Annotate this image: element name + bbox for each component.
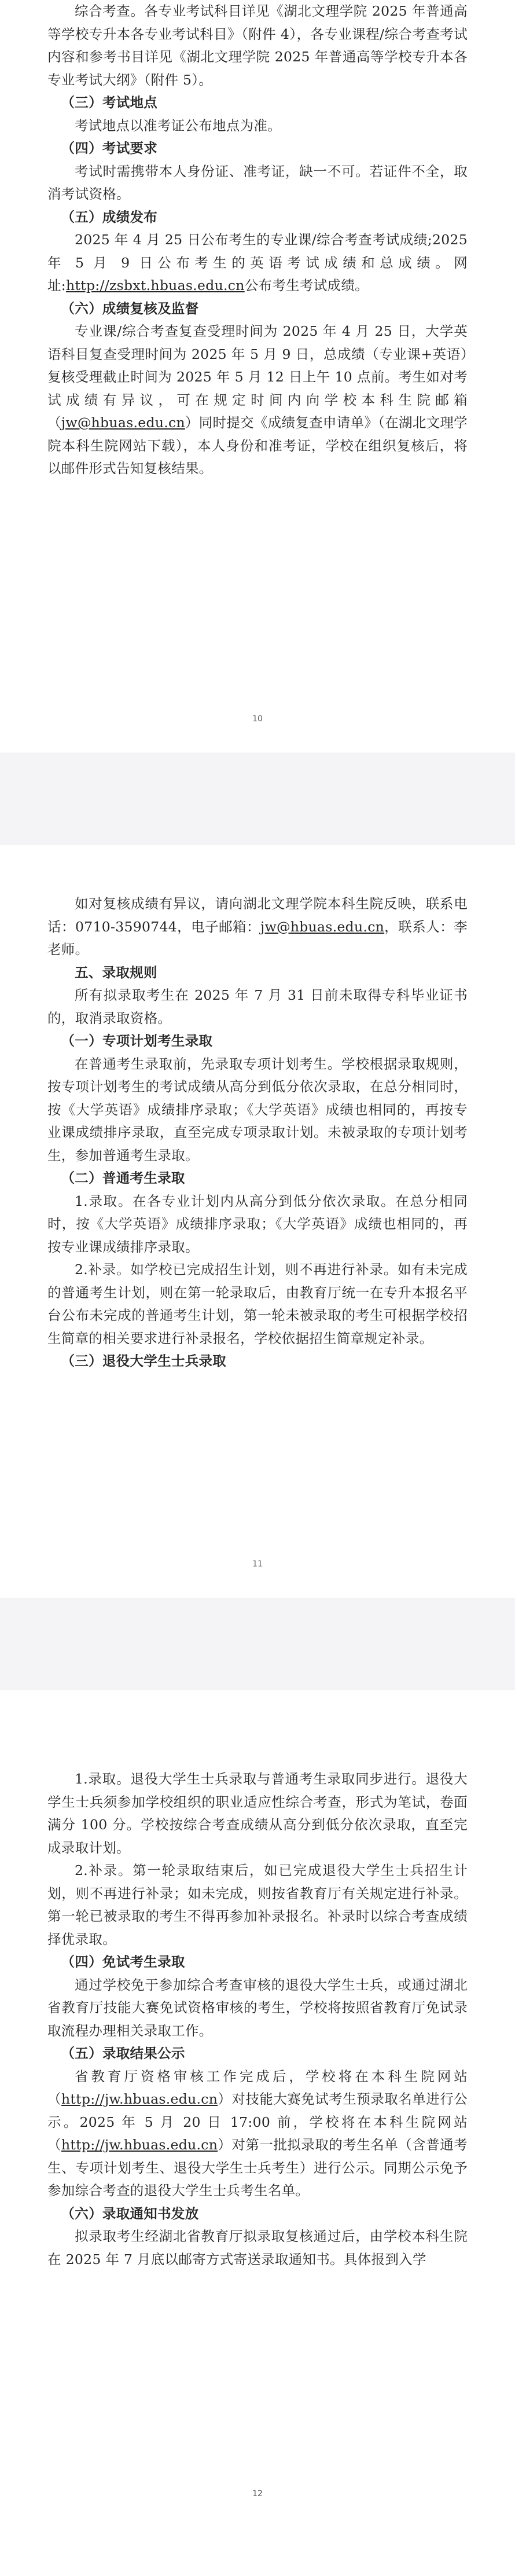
paragraph-contact (47, 893, 468, 962)
paragraph-veteran-admission-2: 2.补录。第一轮录取结束后，如已完成退役大学生士兵招生计划，则不再进行补录；如未完成，则按省教育厅有关规定进行补录。第一轮已被录取的考生不得再参加补录报名。补录时以综合考查成绩择优录取。 (47, 1862, 468, 1947)
paragraph-results-release (47, 229, 468, 298)
heading-result-publicity: （五）录取结果公示 (61, 2045, 185, 2061)
contact-text-a: 如对复核成绩有异议，请向湖北文理学院本科生院反映，联系电话：0710-3590744，电子邮箱： (47, 896, 468, 935)
paragraph-result-publicity (47, 2065, 468, 2203)
publicity-text-c: ）对第一批拟录取的考生名单（含普通考生、专项计划考生、退役大学生士兵考生）进行公示。同期公示免予参加综合考查的退役大学生士兵考生名单。 (47, 2137, 468, 2199)
paragraph-admission-rules: 所有拟录取考生在 2025 年 7 月 31 日前未取得专科毕业证书的，取消录取资格。 (47, 987, 468, 1026)
paragraph-exam-location: 考试地点以准考证公布地点为准。 (75, 117, 281, 134)
heading-score-review: （六）成绩复核及监督 (61, 300, 199, 317)
heading-admission-rules: 五、录取规则 (75, 964, 157, 981)
paragraph-exempt-admission: 通过学校免于参加综合考查审核的退役大学生士兵，或通过湖北省教育厅技能大赛免试资格审核的考生，学校将按照省教育厅免试录取流程办理相关录取工作。 (47, 1976, 468, 2039)
publicity-url-link-1[interactable]: http://jw.hbuas.edu.cn (61, 2091, 218, 2107)
paragraph-special-plan: 在普通考生录取前，先录取专项计划考生。学校根据录取规则，按专项计划考生的考试成绩从高分到低分依次录取，在总分相同时，按《大学英语》成绩排序录取；《大学英语》成绩也相同的，再按专业课成绩排序录取，直至完成专项录取计划。未被录取的专项计划考生，参加普通考生录取。 (47, 1055, 468, 1164)
score-review-text-a: 专业课/综合考查复查受理时间为 2025 年 4 月 25 日，大学英语科目复查受理时间为 2025 年 5 月 9 日，总成绩（专业课+英语）复核受理截止时间为 2025 年 5 月 12 日上午 10 点前。考生如对考试成绩有异议，可在规定时间内向学校本科生院邮箱（ (47, 323, 468, 431)
paragraph-exam-requirements: 考试时需携带本人身份证、准考证，缺一不可。若证件不全，取消考试资格。 (47, 163, 468, 202)
score-review-text-b: ）同时提交《成绩复查申请单》（在湖北文理学院本科生院网站下载），本人身份和准考证，学校在组织复核后，将以邮件形式告知复核结果。 (47, 414, 468, 476)
contact-email-link[interactable]: jw@hbuas.edu.cn (260, 918, 385, 935)
heading-regular-admission: （二）普通考生录取 (61, 1170, 185, 1186)
paragraph-regular-admission-1: 1.录取。在各专业计划内从高分到低分依次录取。在总分相同时，按《大学英语》成绩排序录取；《大学英语》成绩也相同的，再按专业课成绩排序录取。 (47, 1192, 468, 1255)
page-number-11: 11 (252, 1559, 263, 1569)
paragraph-admission-notice: 拟录取考生经湖北省教育厅拟录取复核通过后，由学校本科生院在 2025 年 7 月底以邮寄方式寄送录取通知书。具体报到入学 (47, 2228, 468, 2267)
paragraph-exam-subjects: 综合考查。各专业考试科目详见《湖北文理学院 2025 年普通高等学校专升本各专业考试科目》（附件 4），各专业课程/综合考查考试内容和参考书目详见《湖北文理学院 2025 年普通高等学校专升本各专业考试大纲》（附件 5）。 (47, 3, 468, 88)
page-separator-1 (0, 753, 515, 845)
results-release-text: 2025 年 4 月 25 日公布考生的专业课/综合考查考试成绩;2025 年 5 月 9 日公布考生的英语考试成绩和总成绩。网址: (47, 232, 468, 293)
heading-special-plan: （一）专项计划考生录取 (61, 1033, 213, 1049)
publicity-url-link-2[interactable]: http://jw.hbuas.edu.cn (61, 2137, 218, 2153)
heading-exam-location: （三）考试地点 (61, 94, 158, 111)
heading-admission-notice: （六）录取通知书发放 (61, 2205, 199, 2222)
page-3-content (47, 1768, 468, 2271)
paragraph-regular-admission-2: 2.补录。如学校已完成招生计划，则不再进行补录。如有未完成的普通考生计划，则在第一轮录取后，由教育厅统一在专升本报名平台公布未完成的普通考生计划，第一轮未被录取的考生可根据学校招生简章的相关要求进行补录报名，学校依据招生简章规定补录。 (47, 1261, 468, 1346)
publicity-text-a: 省教育厅资格审核工作完成后，学校将在本科生院网站（ (47, 2068, 468, 2107)
paragraph-veteran-admission-1: 1.录取。退役大学生士兵录取与普通考生录取同步进行。退役大学生士兵须参加学校组织的职业适应性综合考查，形式为笔试，卷面满分 100 分。学校按综合考查成绩从高分到低分依次录取，直至完成录取计划。 (47, 1771, 468, 1856)
page-2-content (47, 893, 468, 1373)
document-page-2 (0, 845, 515, 1598)
heading-exam-requirements: （四）考试要求 (61, 140, 158, 156)
heading-exempt-admission: （四）免试考生录取 (61, 1954, 185, 1970)
page-number-12: 12 (252, 2489, 263, 2498)
page-separator-2 (0, 1598, 515, 1690)
page-number-10: 10 (252, 714, 263, 724)
review-email-link[interactable]: jw@hbuas.edu.cn (61, 414, 185, 431)
results-url-link[interactable]: http://zsbxt.hbuas.edu.cn (66, 277, 245, 293)
document-page-3 (0, 1690, 515, 2576)
heading-results-release: （五）成绩发布 (61, 208, 158, 225)
contact-text-b: ，联系人：李老师。 (47, 918, 468, 957)
paragraph-score-review (47, 320, 468, 480)
publicity-text-b: ）对技能大赛免试考生预录取名单进行公示。2025 年 5 月 20 日 17:00 前，学校将在本科生院网站（ (47, 2091, 468, 2153)
heading-veteran-admission: （三）退役大学生士兵录取 (61, 1353, 227, 1369)
document-page-1 (0, 0, 515, 753)
results-release-tail: 公布考生考试成绩。 (244, 277, 369, 293)
page-1-content (47, 0, 468, 480)
